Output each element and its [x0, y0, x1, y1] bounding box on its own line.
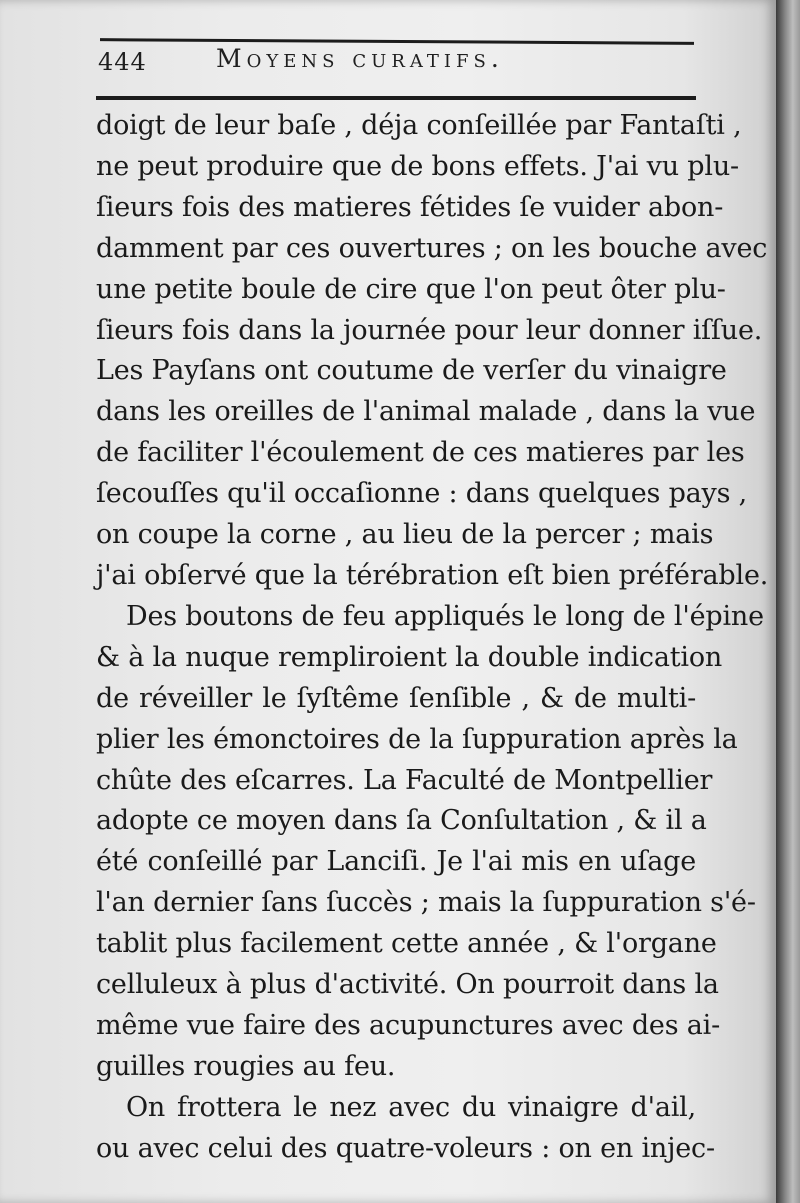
- text-line: ſieurs fois dans la journée pour leur donner iſſue.: [96, 314, 763, 346]
- text-line: tablit plus facilement cette année , & l'organe: [96, 928, 717, 960]
- text-line: j'ai obſervé que la térébration eſt bien préférable.: [96, 559, 769, 591]
- text-line: ou avec celui des quatre-voleurs : on en injec-: [96, 1132, 715, 1164]
- text-line: & à la nuque rempliroient la double indication: [96, 641, 723, 673]
- text-line: de faciliter l'écoulement de ces matieres par les: [96, 437, 745, 469]
- running-title: Moyens curatifs.: [216, 44, 504, 73]
- body-text: [96, 106, 769, 1170]
- paragraph-start-line: On frottera le nez avec du vinaigre d'ail,: [126, 1091, 696, 1123]
- text-line: guilles rougies au feu.: [96, 1050, 396, 1082]
- text-line: ſieurs fois des matieres fétides ſe vuider abon-: [96, 191, 724, 223]
- text-line: doigt de leur baſe , déja conſeillée par Fantaſti ,: [96, 110, 742, 141]
- text-line: damment par ces ouvertures ; on les bouche avec: [96, 232, 768, 264]
- text-line: été conſeillé par Lanciſi. Je l'ai mis en uſage: [96, 846, 696, 878]
- text-line: même vue faire des acupunctures avec des ai-: [96, 1009, 720, 1041]
- text-line: chûte des eſcarres. La Faculté de Montpellier: [96, 764, 713, 796]
- book-gutter: [776, 0, 800, 1203]
- text-line: plier les émonctoires de la ſuppuration après la: [96, 723, 738, 755]
- text-line: on coupe la corne , au lieu de la percer ; mais: [96, 519, 714, 551]
- text-line: ſecouſſes qu'il occaſionne : dans quelques pays ,: [96, 478, 748, 510]
- text-line: dans les oreilles de l'animal malade , dans la vue: [96, 396, 756, 428]
- text-line: l'an dernier ſans ſuccès ; mais la ſuppuration s'é-: [96, 887, 756, 919]
- text-line: Les Payſans ont coutume de verſer du vinaigre: [96, 355, 727, 387]
- page-number: 444: [98, 48, 147, 76]
- text-line: adopte ce moyen dans ſa Conſultation , & il a: [96, 805, 707, 837]
- text-line: de réveiller le ſyſtême ſenſible , & de multi-: [96, 682, 696, 714]
- header-rule-bottom: [96, 96, 696, 100]
- text-line: celluleux à plus d'activité. On pourroit dans la: [96, 969, 719, 1001]
- paragraph-start-line: Des boutons de feu appliqués le long de l'épine: [126, 600, 764, 632]
- text-line: ne peut produire que de bons effets. J'ai vu plu-: [96, 150, 739, 182]
- text-line: une petite boule de cire que l'on peut ôter plu-: [96, 273, 726, 305]
